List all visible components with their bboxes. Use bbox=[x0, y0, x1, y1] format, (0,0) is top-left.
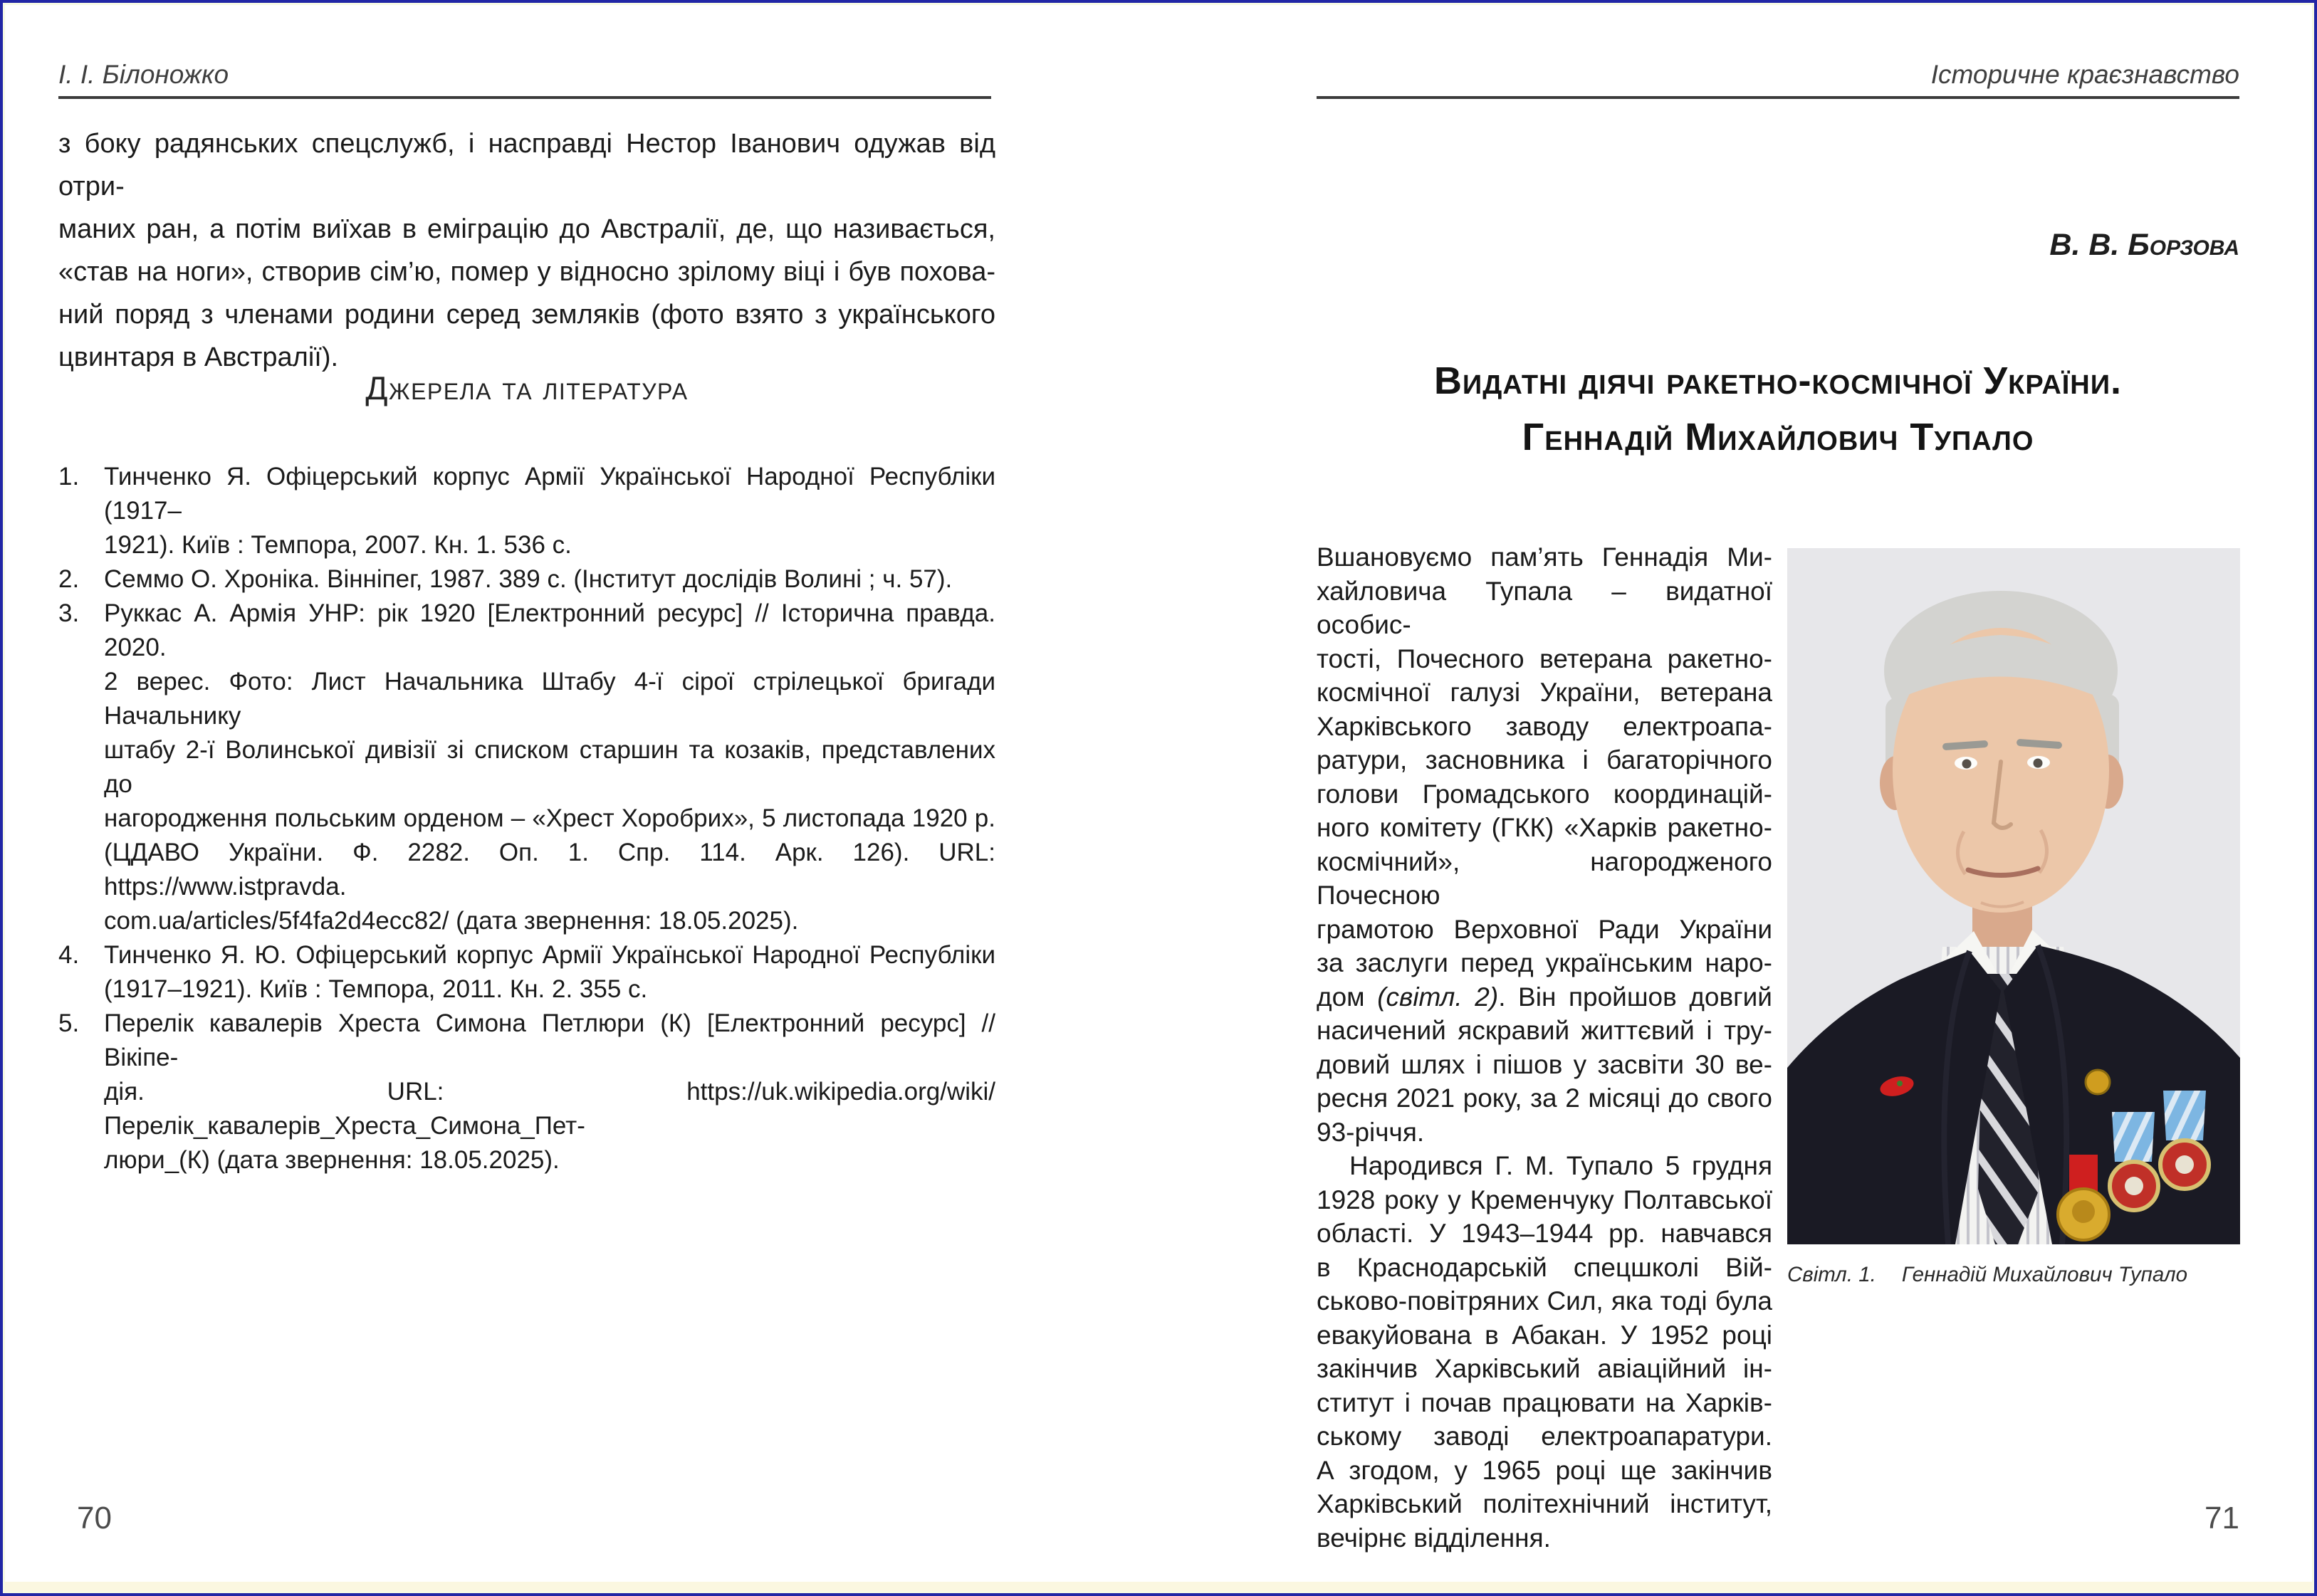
reference-item bbox=[58, 1007, 995, 1177]
pupil-right bbox=[2034, 759, 2043, 768]
portrait-photo-art bbox=[1787, 548, 2240, 1244]
text-line: 1921). Київ : Темпора, 2007. Кн. 1. 536 с. bbox=[104, 531, 572, 559]
references-list bbox=[58, 460, 995, 1177]
text-line: Перелік кавалерів Хреста Симона Петлюри (К) [Електронний ресурс] // Вікіпе- bbox=[104, 1009, 995, 1071]
sources-heading: Джерела та література bbox=[365, 369, 689, 406]
text-line: Вшановуємо пам’ять Геннадія Ми- bbox=[1317, 542, 1772, 572]
pupil-left bbox=[1962, 760, 1972, 769]
order-red-banner-right bbox=[2160, 1091, 2209, 1189]
text-line: Тинченко Я. Ю. Офіцерський корпус Армії Української Народної Республіки bbox=[104, 941, 995, 969]
reference-number: 2. bbox=[58, 565, 80, 593]
order-red-banner-left bbox=[2110, 1112, 2158, 1210]
reference-number: 4. bbox=[58, 941, 80, 969]
lapel-pin-dot bbox=[1897, 1081, 1903, 1086]
text-line: ститут і почав працювати на Харків- bbox=[1317, 1387, 1772, 1417]
text-line: тості, Почесного ветерана ракетно- bbox=[1317, 644, 1772, 673]
text-line: цвинтаря в Австралії). bbox=[58, 342, 339, 372]
reference-number: 1. bbox=[58, 463, 80, 490]
portrait-photo bbox=[1787, 548, 2240, 1244]
photo-caption bbox=[1787, 1263, 2240, 1287]
text-line: 2 верес. Фото: Лист Начальника Штабу 4-ї сірої стрілецької бригади Начальнику bbox=[104, 668, 995, 730]
text-line: А згодом, у 1965 році ще закінчив bbox=[1317, 1455, 1772, 1485]
text-line: Харківський політехнічний інститут, bbox=[1317, 1489, 1772, 1518]
text-line: ратури, засновника і багаторічного bbox=[1317, 745, 1772, 775]
reference-text bbox=[104, 597, 995, 938]
reference-number: 3. bbox=[58, 599, 80, 627]
page-number-right: 71 bbox=[2204, 1501, 2239, 1535]
medal-ribbon bbox=[2069, 1155, 2098, 1192]
text-line: 93-річчя. bbox=[1317, 1117, 1425, 1147]
order-medal-center bbox=[2175, 1155, 2194, 1174]
text-line: Тинченко Я. Офіцерський корпус Армії Української Народної Республіки (1917– bbox=[104, 463, 995, 525]
article-title-line2: Геннадій Михайлович Тупало bbox=[1522, 416, 2034, 458]
header-rule-left bbox=[58, 96, 991, 99]
reference-item bbox=[58, 460, 995, 562]
page-number-left: 70 bbox=[77, 1501, 112, 1535]
article-title bbox=[1317, 353, 2239, 466]
photo-caption-label: Світл. 1. bbox=[1787, 1263, 1876, 1286]
text-line: закінчив Харківський авіаційний ін- bbox=[1317, 1354, 1772, 1383]
reference-item bbox=[58, 938, 995, 1007]
text-line: люри_(К) (дата звернення: 18.05.2025). bbox=[104, 1146, 560, 1174]
order-ribbon bbox=[2112, 1112, 2155, 1162]
text-line: насичений яскравий життєвий і тру- bbox=[1317, 1016, 1772, 1045]
text-line: ському заводі електроапаратури. bbox=[1317, 1422, 1772, 1451]
text-line: грамотою Верховної Ради України bbox=[1317, 914, 1772, 944]
order-ribbon bbox=[2163, 1091, 2206, 1140]
text-line: Народився Г. М. Тупало 5 грудня bbox=[1349, 1151, 1772, 1180]
text-line: дія. URL: https://uk.wikipedia.org/wiki/Перелік_кавалерів_Хреста_Симона_Пет- bbox=[104, 1078, 995, 1140]
lapel-badge-gold bbox=[2086, 1070, 2110, 1094]
reference-text bbox=[104, 460, 995, 562]
text-line: штабу 2-ї Волинської дивізії зі списком старшин та козаків, представлених до bbox=[104, 736, 995, 798]
text-line: вечірнє відділення. bbox=[1317, 1523, 1551, 1553]
text-line: Семмо О. Хроніка. Вінніпег, 1987. 389 с. (Інститут дослідів Волині ; ч. 57). bbox=[104, 565, 953, 593]
text-line: ресня 2021 року, за 2 місяці до свого bbox=[1317, 1083, 1772, 1113]
text-line: області. У 1943–1944 рр. навчався bbox=[1317, 1219, 1772, 1248]
reference-text bbox=[104, 1007, 995, 1177]
text-line: дом (світл. 2). Він пройшов довгий bbox=[1317, 982, 1772, 1012]
text-line: ного комітету (ГКК) «Харків ракетно- bbox=[1317, 813, 1772, 842]
text-line: голови Громадського координацій- bbox=[1317, 779, 1772, 809]
reference-number: 5. bbox=[58, 1009, 80, 1037]
text-line: хайловича Тупала – видатної особис- bbox=[1317, 576, 1772, 639]
text-line: космічної галузі України, ветерана bbox=[1317, 678, 1772, 707]
text-line: за заслуги перед українським наро- bbox=[1317, 948, 1772, 977]
text-line: ськово-повітряних Сил, яка тоді була bbox=[1317, 1286, 1772, 1316]
running-head-left: І. І. Білоножко bbox=[58, 60, 229, 89]
article-paragraph-1 bbox=[1317, 540, 1772, 1149]
reference-text bbox=[104, 938, 995, 1007]
text-line: Харківського заводу електроапа- bbox=[1317, 711, 1772, 741]
text-line: довий шлях і пішов у засвіти 30 ве- bbox=[1317, 1049, 1772, 1079]
article-title-line1: Видатні діячі ракетно-космічної України. bbox=[1433, 359, 2123, 402]
text-line: (ЦДАВО України. Ф. 2282. Оп. 1. Спр. 114. Арк. 126). URL: https://www.istpravda. bbox=[104, 839, 995, 901]
order-medal-center bbox=[2125, 1177, 2143, 1195]
text-line: нагородження польським орденом – «Хрест Хоробрих», 5 листопада 1920 р. bbox=[104, 804, 995, 832]
text-line: (1917–1921). Київ : Темпора, 2011. Кн. 2. 355 с. bbox=[104, 975, 648, 1003]
text-line: з боку радянських спецслужб, і насправді Нестор Іванович одужав від отри- bbox=[58, 129, 995, 201]
text-line: com.ua/articles/5f4fa2d4ecc82/ (дата звернення: 18.05.2025). bbox=[104, 907, 799, 935]
text-line: космічний», нагородженого Почесною bbox=[1317, 846, 1772, 910]
photo-caption-text: Геннадій Михайлович Тупало bbox=[1901, 1263, 2187, 1286]
article-author: В. В. Борзова bbox=[2049, 228, 2239, 262]
article-body-column bbox=[1317, 540, 1772, 1555]
reference-text bbox=[104, 562, 995, 597]
text-line: Руккас А. Армія УНР: рік 1920 [Електронний ресурс] // Історична правда. 2020. bbox=[104, 599, 995, 661]
scan-edge-strip bbox=[3, 1582, 2314, 1593]
text-line: 1928 року у Кременчуку Полтавської bbox=[1317, 1185, 1772, 1214]
medal-relief bbox=[2072, 1200, 2095, 1223]
article-paragraph-2 bbox=[1317, 1149, 1772, 1555]
text-line: евакуйована в Абакан. У 1952 році bbox=[1317, 1320, 1772, 1350]
text-line: маних ран, а потім виїхав в еміграцію до Австралії, де, що називається, bbox=[58, 214, 995, 244]
text-line: ний поряд з членами родини серед земляків (фото взято з українського bbox=[58, 300, 995, 330]
left-page-paragraph bbox=[58, 122, 995, 379]
text-line: в Краснодарській спецшколі Вій- bbox=[1317, 1252, 1772, 1282]
text-line: «став на ноги», створив сім’ю, помер у відносно зрілому віці і був похова- bbox=[58, 257, 995, 287]
header-rule-right bbox=[1317, 96, 2239, 99]
running-head-right: Історичне краєзнавство bbox=[1930, 60, 2239, 89]
reference-item bbox=[58, 562, 995, 597]
reference-item bbox=[58, 597, 995, 938]
